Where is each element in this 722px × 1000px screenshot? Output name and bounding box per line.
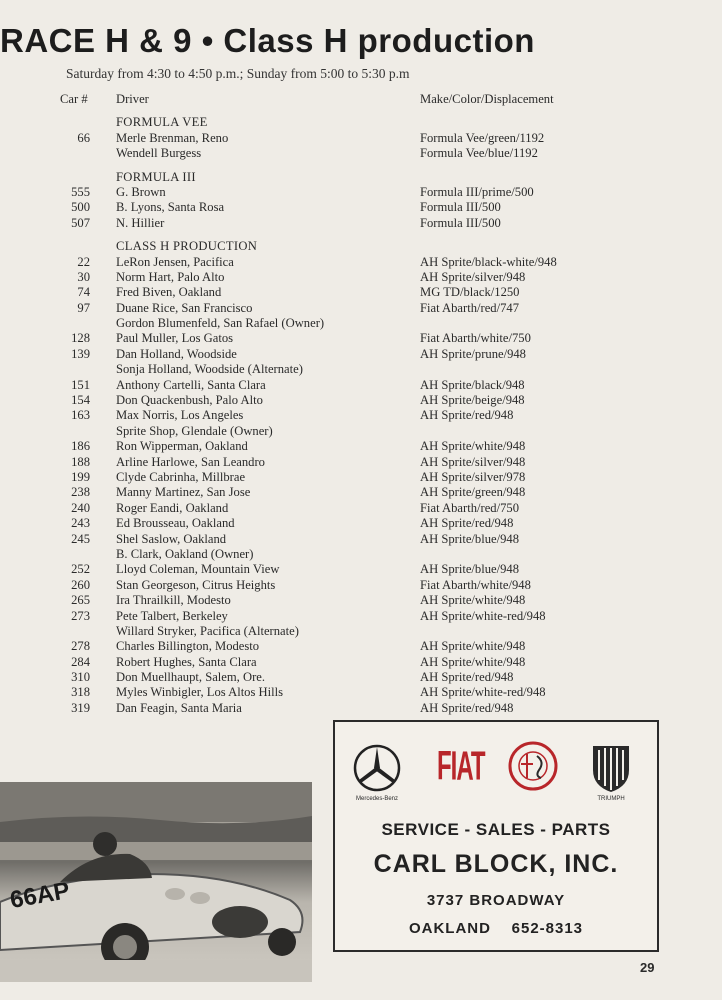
make-color-displacement: AH Sprite/white/948 [420,593,526,608]
make-color-displacement: AH Sprite/green/948 [420,485,526,500]
car-number: 128 [71,331,90,346]
entry-row [0,331,722,346]
car-number: 278 [71,639,90,654]
race-car-photo [0,782,312,982]
make-color-displacement: Fiat Abarth/red/747 [420,300,519,315]
car-number: 199 [71,469,90,484]
mercedes-logo [345,740,409,810]
entry-row [0,670,722,685]
car-number: 245 [71,531,90,546]
driver-name: B. Clark, Oakland (Owner) [116,546,254,561]
fiat-logo [437,744,485,794]
entry-row [0,655,722,670]
entry-list [0,92,722,716]
col-header-make: Make/Color/Displacement [420,92,554,106]
entry-row [0,578,722,593]
driver-name: Sonja Holland, Woodside (Alternate) [116,362,303,377]
column-header-row [0,92,722,107]
make-color-displacement: Formula Vee/green/1192 [420,130,545,145]
entry-row [0,501,722,516]
section-heading-row [0,170,722,185]
entry-row [0,685,722,700]
alfa-romeo-logo [507,740,559,796]
driver-name: Clyde Cabrinha, Millbrae [116,469,246,484]
make-color-displacement: AH Sprite/white/948 [420,439,526,454]
car-number: 318 [71,685,90,700]
car-number: 151 [71,377,90,392]
entry-row [0,131,722,146]
car-number: 139 [71,346,90,361]
driver-name: Willard Stryker, Pacifica (Alternate) [116,623,299,638]
driver-name: N. Hillier [116,215,165,230]
driver-name: Pete Talbert, Berkeley [116,608,228,623]
mercedes-logo-text: Mercedes-Benz [355,796,399,802]
driver-name: Norm Hart, Palo Alto [116,269,225,284]
car-number: 507 [71,215,90,230]
entry-row [0,424,722,439]
driver-name: Shel Saslow, Oakland [116,531,227,546]
entry-row [0,378,722,393]
driver-name: Dan Holland, Woodside [116,346,237,361]
carl-block-advertisement [333,720,659,952]
entry-row [0,485,722,500]
section-heading-row [0,239,722,254]
driver-name: Robert Hughes, Santa Clara [116,654,257,669]
section-gap [0,231,722,239]
make-color-displacement: AH Sprite/silver/978 [420,469,526,484]
entry-row [0,270,722,285]
make-color-displacement: Fiat Abarth/white/948 [420,577,531,592]
car-number: 97 [77,300,90,315]
driver-name: Wendell Burgess [116,146,202,161]
schedule-subtitle: Saturday from 4:30 to 4:50 p.m.; Sunday from 5:00 to 5:30 p.m [66,66,410,81]
car-number: 243 [71,516,90,531]
car-number: 555 [71,184,90,199]
driver-name: LeRon Jensen, Pacifica [116,254,234,269]
make-color-displacement: AH Sprite/white/948 [420,654,526,669]
triumph-shield-icon [587,740,635,796]
entry-row [0,408,722,423]
make-color-displacement: Formula III/500 [420,200,501,215]
make-color-displacement: Formula Vee/blue/1192 [420,146,538,161]
entry-row [0,362,722,377]
entry-row [0,393,722,408]
driver-name: B. Lyons, Santa Rosa [116,200,225,215]
make-color-displacement: AH Sprite/prune/948 [420,346,526,361]
make-color-displacement: Fiat Abarth/white/750 [420,331,531,346]
driver-name: Fred Biven, Oakland [116,285,222,300]
make-color-displacement: AH Sprite/red/948 [420,670,514,685]
make-color-displacement: AH Sprite/red/948 [420,516,514,531]
ad-company-name: CARL BLOCK, INC. [373,850,619,878]
make-color-displacement: AH Sprite/black/948 [420,377,525,392]
driver-name: Max Norris, Los Angeles [116,408,244,423]
car-number: 30 [77,269,90,284]
entry-row [0,593,722,608]
make-color-displacement: AH Sprite/white-red/948 [420,608,546,623]
entry-row [0,285,722,300]
driver-name: Roger Eandi, Oakland [116,500,229,515]
entry-row [0,216,722,231]
section-heading: CLASS H PRODUCTION [116,239,258,254]
make-color-displacement: AH Sprite/white-red/948 [420,685,546,700]
driver-name: G. Brown [116,184,166,199]
entry-row [0,562,722,577]
ad-city-phone: OAKLAND 652-8313 [408,920,584,937]
driver-name: Don Quackenbush, Palo Alto [116,393,263,408]
make-color-displacement: AH Sprite/silver/948 [420,454,526,469]
section-heading: FORMULA III [116,169,196,184]
entry-row [0,455,722,470]
car-number: 240 [71,500,90,515]
section-heading: FORMULA VEE [116,115,208,130]
entry-row [0,146,722,161]
entry-row [0,470,722,485]
car-number: 319 [71,700,90,715]
entry-row [0,516,722,531]
driver-name: Gordon Blumenfeld, San Rafael (Owner) [116,316,325,331]
section-gap [0,162,722,170]
entry-row [0,532,722,547]
car-number: 163 [71,408,90,423]
car-number: 273 [71,608,90,623]
car-number: 310 [71,670,90,685]
driver-name: Arline Harlowe, San Leandro [116,454,265,469]
car-number: 154 [71,393,90,408]
make-color-displacement: AH Sprite/red/948 [420,408,514,423]
entry-row [0,301,722,316]
driver-name: Paul Muller, Los Gatos [116,331,234,346]
driver-name: Ron Wipperman, Oakland [116,439,248,454]
car-number: 252 [71,562,90,577]
page-title: RACE H & 9 • Class H production [0,22,535,59]
driver-name: Duane Rice, San Francisco [116,300,253,315]
car-number: 265 [71,593,90,608]
driver-name: Ira Thrailkill, Modesto [116,593,231,608]
page-number: 29 [640,960,655,975]
driver-name: Stan Georgeson, Citrus Heights [116,577,276,592]
entry-row [0,347,722,362]
car-number: 188 [71,454,90,469]
make-color-displacement: AH Sprite/red/948 [420,700,514,715]
car-number: 260 [71,577,90,592]
car-number: 500 [71,200,90,215]
section-heading-row [0,115,722,130]
col-header-car: Car # [60,92,88,106]
make-color-displacement: AH Sprite/blue/948 [420,562,519,577]
make-color-displacement: AH Sprite/white/948 [420,639,526,654]
ad-services-line: SERVICE - SALES - PARTS [381,820,611,839]
driver-name: Lloyd Coleman, Mountain View [116,562,280,577]
alfa-romeo-badge-icon [507,740,559,792]
make-color-displacement: AH Sprite/beige/948 [420,393,525,408]
car-number: 22 [77,254,90,269]
entry-row [0,639,722,654]
entry-row [0,439,722,454]
entry-row [0,609,722,624]
driver-name: Sprite Shop, Glendale (Owner) [116,423,273,438]
triumph-logo [587,740,635,808]
car-number: 186 [71,439,90,454]
car-number: 74 [77,285,90,300]
driver-name: Manny Martinez, San Jose [116,485,251,500]
make-color-displacement: AH Sprite/blue/948 [420,531,519,546]
driver-name: Charles Billington, Modesto [116,639,260,654]
driver-name: Ed Brousseau, Oakland [116,516,235,531]
car-number: 284 [71,654,90,669]
entry-row [0,185,722,200]
entry-row [0,200,722,215]
entry-row [0,624,722,639]
driver-name: Merle Brenman, Reno [116,130,229,145]
car-number: 66 [77,130,90,145]
entry-row [0,255,722,270]
make-color-displacement: MG TD/black/1250 [420,285,520,300]
col-header-driver: Driver [116,92,149,106]
driver-name: Dan Feagin, Santa Maria [116,700,242,715]
make-color-displacement: AH Sprite/silver/948 [420,269,526,284]
make-color-displacement: Formula III/500 [420,215,501,230]
entry-row [0,701,722,716]
driver-name: Don Muellhaupt, Salem, Ore. [116,670,265,685]
make-color-displacement: Fiat Abarth/red/750 [420,500,519,515]
driver-name: Anthony Cartelli, Santa Clara [116,377,266,392]
make-color-displacement: Formula III/prime/500 [420,184,534,199]
entry-row [0,547,722,562]
entry-row [0,316,722,331]
triumph-logo-text: TRIUMPH [597,796,625,802]
fiat-logo-text: FIAT [437,744,485,790]
ad-address: 3737 BROADWAY [426,892,566,909]
make-color-displacement: AH Sprite/black-white/948 [420,254,557,269]
mercedes-star-icon [345,740,409,798]
photo-car-number: 66AP [8,876,72,915]
car-number: 238 [71,485,90,500]
driver-name: Myles Winbigler, Los Altos Hills [116,685,284,700]
